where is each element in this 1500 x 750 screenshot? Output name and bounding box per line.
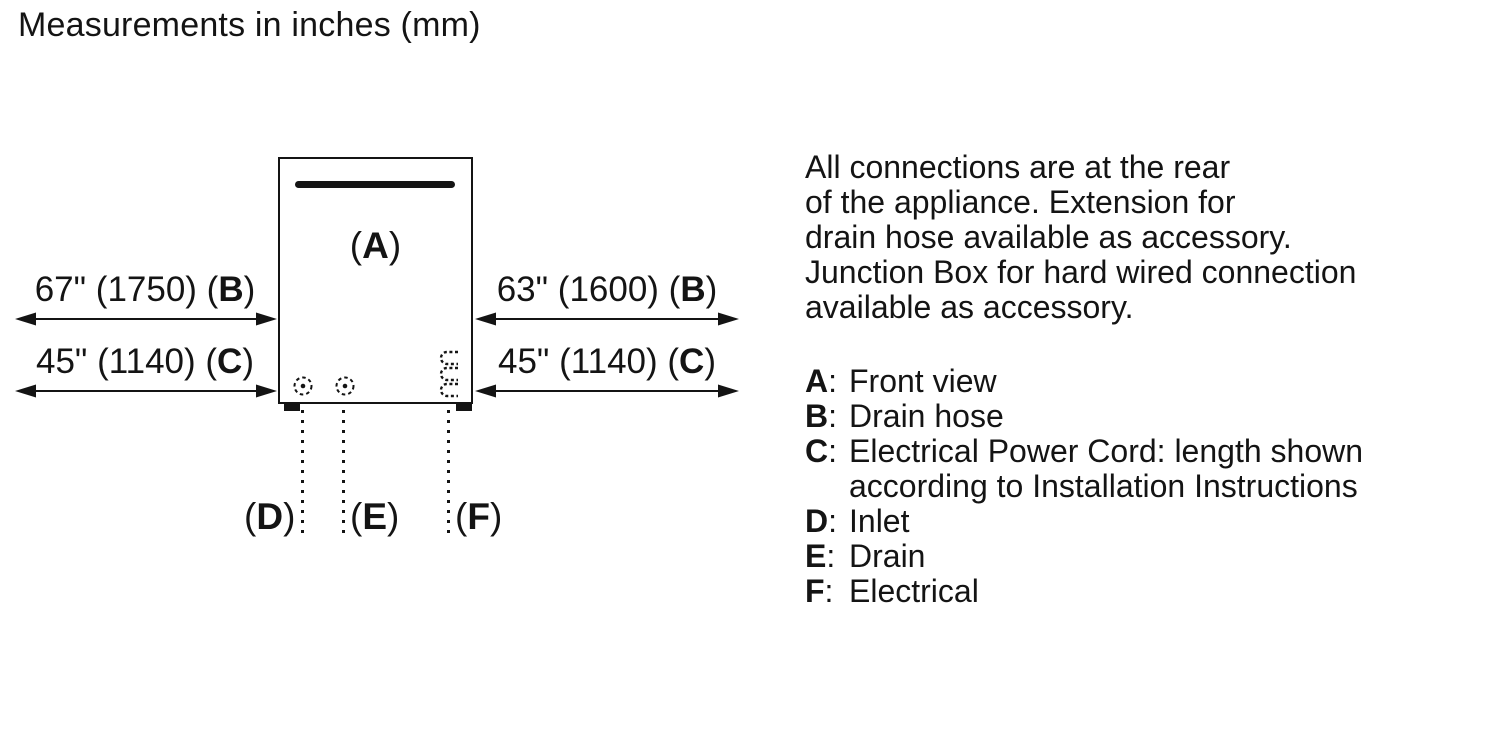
measurement-right-c-ref: C [679, 342, 705, 381]
drain-port-icon [334, 375, 356, 397]
dimension-arrow-left-c [14, 381, 278, 401]
legend-text-f: Electrical [849, 573, 979, 609]
info-line: of the appliance. Extension for [805, 184, 1236, 220]
inlet-port-icon [292, 375, 314, 397]
connection-label-e [350, 496, 399, 538]
measurement-left-c-value: 45" (1140) ( [36, 342, 218, 381]
measurement-right-c-close: ) [704, 342, 716, 381]
label-d-open-paren: ( [244, 496, 257, 537]
legend-letter-b: B [805, 398, 829, 434]
legend-text-b: Drain hose [849, 398, 1004, 434]
measurement-left-c-ref: C [217, 342, 243, 381]
legend-sep-c: : [828, 433, 837, 469]
label-d-close-paren: ) [283, 496, 296, 537]
info-line: All connections are at the rear [805, 149, 1231, 185]
info-line: available as accessory. [805, 289, 1134, 325]
measurement-label-left-c [12, 342, 278, 382]
leader-line-d [301, 410, 304, 538]
measurement-right-b-value: 63" (1600) ( [496, 270, 681, 309]
legend-key-d [805, 504, 849, 539]
power-cord-coil-icon [435, 349, 463, 403]
label-d-letter: D [256, 496, 284, 537]
legend-key-b [805, 399, 849, 434]
legend-row-d [805, 504, 1363, 539]
measurement-right-b-ref: B [680, 270, 706, 309]
measurement-left-c-close: ) [242, 342, 254, 381]
appliance-foot-right [456, 403, 472, 411]
legend-text-c-line1: Electrical Power Cord: length shown [849, 433, 1364, 469]
door-handle [295, 181, 455, 188]
legend-key-a [805, 364, 849, 399]
legend-text-c-line2: according to Installation Instructions [849, 468, 1358, 504]
connection-label-d [244, 496, 295, 538]
info-paragraph [805, 150, 1356, 325]
legend-value-d [849, 504, 909, 539]
label-a-open-paren: ( [349, 225, 363, 266]
measurement-label-right-b [474, 270, 740, 310]
legend-value-a [849, 364, 997, 399]
legend-letter-c: C [805, 433, 829, 469]
legend-text-a: Front view [849, 363, 997, 399]
legend-value-b [849, 399, 1004, 434]
legend-row-e [805, 539, 1363, 574]
legend-sep-e: : [826, 538, 836, 574]
label-e-letter: E [362, 496, 388, 537]
info-line: Junction Box for hard wired connection [805, 254, 1357, 290]
dimension-arrow-right-b [474, 309, 740, 329]
legend-key-f [805, 574, 849, 609]
dimension-arrow-left-b [14, 309, 278, 329]
legend-letter-f: F [805, 573, 825, 609]
legend [805, 364, 1363, 609]
legend-sep-d: : [828, 503, 837, 539]
legend-text-d: Inlet [849, 503, 910, 539]
legend-sep-b: : [828, 398, 837, 434]
legend-row-a [805, 364, 1363, 399]
label-f-letter: F [467, 496, 490, 537]
legend-sep-a: : [828, 363, 837, 399]
label-a-close-paren: ) [388, 225, 402, 266]
legend-letter-d: D [805, 503, 829, 539]
legend-sep-f: : [824, 573, 834, 609]
label-e-open-paren: ( [350, 496, 363, 537]
page-title: Measurements in inches (mm) [18, 6, 481, 44]
label-f-close-paren: ) [489, 496, 503, 537]
legend-row-f [805, 574, 1363, 609]
leader-line-f [447, 410, 450, 538]
appliance-foot-left [284, 403, 300, 411]
legend-letter-e: E [805, 538, 827, 574]
measurement-right-b-close: ) [705, 270, 718, 309]
legend-text-e: Drain [849, 538, 926, 574]
label-a-letter: A [362, 225, 389, 266]
legend-key-e [805, 539, 849, 574]
legend-letter-a: A [805, 363, 829, 399]
label-e-close-paren: ) [387, 496, 400, 537]
dimension-arrow-right-c [474, 381, 740, 401]
legend-value-c [849, 434, 1363, 504]
info-line: drain hose available as accessory. [805, 219, 1292, 255]
measurement-right-c-value: 45" (1140) ( [498, 342, 680, 381]
measurement-label-right-c [474, 342, 740, 382]
legend-row-b [805, 399, 1363, 434]
measurement-left-b-ref: B [218, 270, 244, 309]
legend-key-c [805, 434, 849, 504]
connection-label-f [455, 496, 502, 538]
appliance-label-a [280, 225, 471, 267]
measurement-left-b-value: 67" (1750) ( [34, 270, 219, 309]
legend-value-f [849, 574, 979, 609]
leader-line-e [342, 410, 345, 538]
measurement-left-b-close: ) [243, 270, 256, 309]
measurement-label-left-b [12, 270, 278, 310]
label-f-open-paren: ( [455, 496, 468, 537]
legend-value-e [849, 539, 925, 574]
legend-row-c [805, 434, 1363, 504]
